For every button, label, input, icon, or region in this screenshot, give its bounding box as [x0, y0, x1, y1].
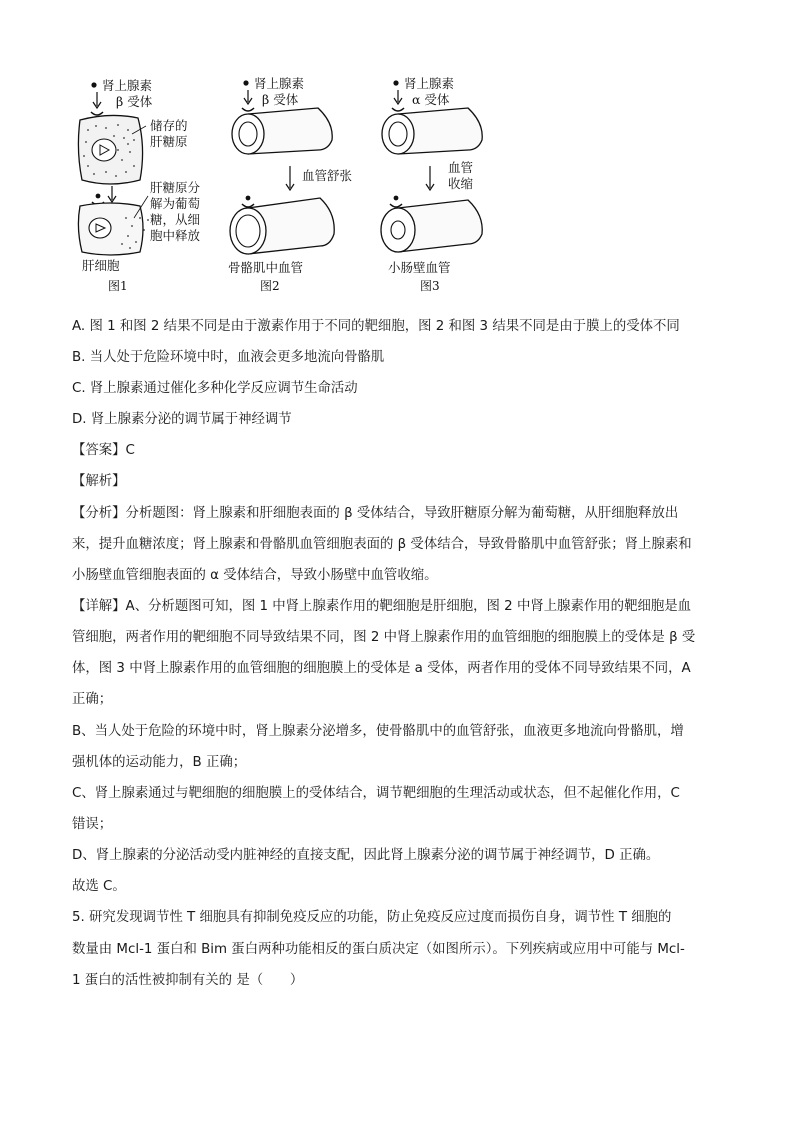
fig2-hormone-label: 肾上腺素 [254, 76, 305, 91]
question-5-line-3: 1 蛋白的活性被抑制有关的 是（ ） [72, 973, 304, 988]
fig1-cell-label: 肝细胞 [82, 258, 120, 273]
detail-line-4: 正确； [72, 692, 113, 707]
fig1-stored-line1: 储存的 [150, 118, 188, 133]
fig2-caption: 图2 [260, 279, 280, 293]
option-c: C. 肾上腺素通过催化多种化学反应调节生命活动 [72, 381, 358, 396]
figure-2-skeletal-muscle-vessel [228, 76, 353, 293]
analysis-line-3: 小肠壁血管细胞表面的 α 受体结合，导致小肠壁中血管收缩。 [72, 568, 438, 583]
detail-line-5: B、当人处于危险的环境中时，肾上腺素分泌增多，使骨骼肌中的血管舒张，血液更多地流向骨骼肌，增 [72, 724, 684, 739]
fig1-release-line2: 解为葡萄 [150, 196, 201, 211]
analysis-heading: 【解析】 [72, 474, 126, 489]
figure-3-intestine-vessel [381, 76, 482, 293]
fig3-effect-line1: 血管 [448, 160, 474, 175]
detail-line-10: 故选 C。 [72, 879, 126, 894]
hormone-figure [70, 68, 500, 296]
fig3-hormone-label: 肾上腺素 [404, 76, 455, 91]
fig3-effect-line2: 收缩 [448, 176, 474, 191]
fig1-release-line1: 肝糖原分 [150, 180, 201, 195]
fig1-stored-line2: 肝糖原 [150, 134, 188, 149]
fig2-vessel-label: 骨骼肌中血管 [228, 260, 304, 275]
analysis-line-2: 来，提升血糖浓度；肾上腺素和骨骼肌血管细胞表面的 β 受体结合，导致骨骼肌中血管舒张；肾上腺素和 [72, 537, 692, 552]
fig1-release-line3: 糖，从细 [150, 212, 201, 227]
detail-line-6: 强机体的运动能力，B 正确； [72, 755, 247, 770]
fig3-vessel-label: 小肠壁血管 [388, 260, 451, 275]
fig2-effect-label: 血管舒张 [302, 168, 353, 183]
detail-line-9: D、肾上腺素的分泌活动受内脏神经的直接支配，因此肾上腺素分泌的调节属于神经调节，D 正确。 [72, 848, 660, 863]
option-d: D. 肾上腺素分泌的调节属于神经调节 [72, 412, 292, 427]
option-b: B. 当人处于危险环境中时，血液会更多地流向骨骼肌 [72, 350, 385, 365]
detail-line-8: 错误； [72, 817, 113, 832]
fig1-release-line4: 胞中释放 [150, 228, 201, 243]
fig2-receptor-label: β 受体 [262, 92, 299, 107]
hormone-dot [91, 82, 96, 87]
detail-line-2: 管细胞，两者作用的靶细胞不同导致结果不同，图 2 中肾上腺素作用的血管细胞的细胞膜上的受体是 β 受 [72, 630, 696, 645]
detail-line-7: C、肾上腺素通过与靶细胞的细胞膜上的受体结合，调节靶细胞的生理活动或状态，但不起催化作用，C [72, 786, 680, 801]
fig1-caption: 图1 [108, 279, 128, 293]
answer-line: 【答案】C [72, 443, 135, 458]
detail-line-3: 体，图 3 中肾上腺素作用的血管细胞的细胞膜上的受体是 a 受体，两者作用的受体不同导致结果不同，A [72, 661, 691, 676]
option-a: A. 图 1 和图 2 结果不同是由于激素作用于不同的靶细胞，图 2 和图 3 结果不同是由于膜上的受体不同 [72, 319, 680, 334]
detail-line-1: 【详解】A、分析题图可知，图 1 中肾上腺素作用的靶细胞是肝细胞，图 2 中肾上腺素作用的靶细胞是血 [72, 599, 692, 614]
receptor-icon [242, 108, 254, 111]
question-5-line-1: 5. 研究发现调节性 T 细胞具有抑制免疫反应的功能，防止免疫反应过度而损伤自身，调节性 T 细胞的 [72, 910, 672, 925]
receptor-icon [91, 112, 103, 115]
fig1-hormone-label: 肾上腺素 [102, 78, 153, 93]
figure-1-liver-cell [78, 78, 200, 293]
fig1-receptor-label: β 受体 [116, 94, 153, 109]
receptor-icon [392, 108, 404, 111]
fig3-caption: 图3 [420, 279, 440, 293]
question-5-line-2: 数量由 Mcl-1 蛋白和 Bim 蛋白两种功能相反的蛋白质决定（如图所示）。下列疾病或应用中可能与 Mcl- [72, 942, 685, 957]
analysis-line-1: 【分析】分析题图：肾上腺素和肝细胞表面的 β 受体结合，导致肝糖原分解为葡萄糖，从肝细胞释放出 [72, 506, 679, 521]
fig3-receptor-label: α 受体 [412, 92, 450, 107]
nucleus-icon [92, 139, 116, 161]
